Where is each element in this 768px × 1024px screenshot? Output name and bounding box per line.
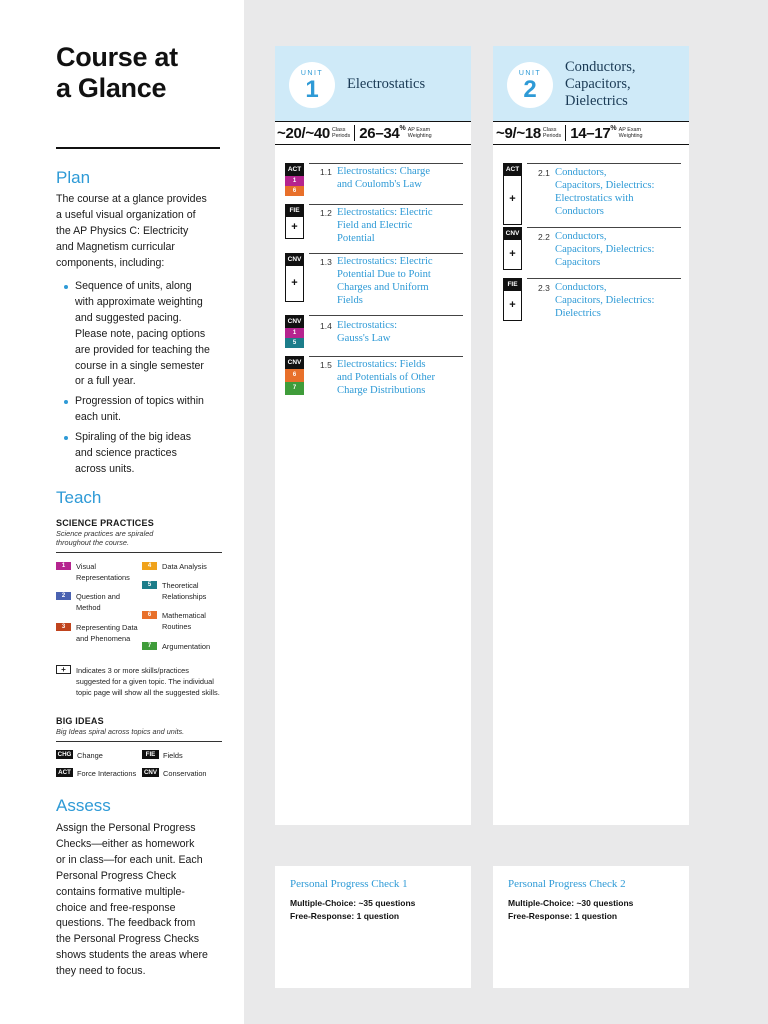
teach-heading: Teach xyxy=(56,488,102,507)
topic-row xyxy=(285,204,304,239)
legend-line: Method xyxy=(76,603,101,612)
divider xyxy=(56,552,222,553)
practice-tag: 6 xyxy=(285,186,304,196)
practice-legend-5 xyxy=(142,580,206,602)
big-idea-chip: FIE xyxy=(142,750,159,759)
big-idea-chip: CHG xyxy=(57,751,72,758)
big-idea-legend-chg xyxy=(56,750,103,761)
divider xyxy=(309,315,463,316)
big-idea-legend-cnv xyxy=(142,768,207,779)
legend-line: Mathematical xyxy=(162,611,206,620)
pacing-divider xyxy=(565,125,566,141)
unit-name-line: Capacitors, xyxy=(565,76,631,92)
sidebar xyxy=(0,0,244,1024)
topic-title[interactable] xyxy=(337,319,397,345)
practice-legend-2 xyxy=(56,591,120,613)
bullet-line: Sequence of units, along xyxy=(75,280,192,292)
big-ideas-note: Big Ideas spiral across topics and units. xyxy=(56,727,185,736)
divider xyxy=(527,227,681,228)
topic-title-line: Capacitors, Dielectrics: xyxy=(555,180,655,191)
unit-label: UNIT xyxy=(300,70,324,77)
ppc-title[interactable]: Personal Progress Check 2 xyxy=(508,878,626,890)
big-idea-tag: ACT xyxy=(285,163,304,176)
ppc-multiple-choice: Multiple-Choice: ~30 questions xyxy=(508,898,634,908)
big-ideas-heading: BIG IDEAS xyxy=(56,716,104,726)
plan-bullet xyxy=(62,430,224,478)
science-practices-heading: SCIENCE PRACTICES xyxy=(56,518,154,528)
big-idea-tag: CNV xyxy=(285,315,304,328)
practice-tag: 7 xyxy=(285,382,304,395)
topic-tags xyxy=(285,356,304,395)
practice-legend-7 xyxy=(142,641,210,652)
divider xyxy=(527,278,681,279)
big-idea-legend-fie xyxy=(142,750,183,761)
topic-number: 1.5 xyxy=(320,360,332,370)
personal-progress-check-2 xyxy=(493,866,689,988)
legend-line: Theoretical xyxy=(162,581,199,590)
plan-intro-line: a useful visual organization of xyxy=(56,208,196,221)
assess-line: contains formative multiple- xyxy=(56,885,185,898)
topic-title[interactable] xyxy=(555,166,654,218)
plan-intro-line: The course at a glance provides xyxy=(56,193,207,205)
unit-1-header xyxy=(275,46,471,121)
assess-line: the Personal Progress Checks xyxy=(56,933,200,946)
legend-line: Argumentation xyxy=(162,642,211,651)
topic-title-line: Electrostatics: Charge xyxy=(337,166,431,177)
unit-name-line: Conductors, xyxy=(565,59,636,75)
topic-row xyxy=(503,278,522,321)
legend-line: suggested for a given topic. The individual xyxy=(76,677,214,686)
big-idea-legend-act xyxy=(56,768,136,779)
legend-line: Representing Data xyxy=(76,623,138,632)
plus-icon: + xyxy=(503,240,522,270)
topic-title-line: Capacitors, Dielectrics: xyxy=(555,244,655,255)
plan-intro-line: components, including: xyxy=(56,256,165,269)
practice-chip: 4 xyxy=(142,562,157,570)
topic-title-line: Potential xyxy=(337,233,375,244)
label-line: Periods xyxy=(542,133,562,139)
topic-number: 1.4 xyxy=(320,321,332,331)
practice-chip: 2 xyxy=(56,592,71,600)
practice-chip: 7 xyxy=(142,642,157,650)
class-periods-label xyxy=(332,127,350,139)
topic-row xyxy=(285,315,304,348)
practice-legend-3 xyxy=(56,622,138,644)
topic-title-line: and Coulomb's Law xyxy=(337,179,422,190)
title-line: Course at xyxy=(56,42,178,72)
plan-intro-line: the AP Physics C: Electricity xyxy=(56,224,189,237)
practice-chip: 6 xyxy=(142,611,157,619)
ppc-title[interactable]: Personal Progress Check 1 xyxy=(290,878,408,890)
legend-line: topic page will show all the suggested skills. xyxy=(76,688,220,697)
legend-line: Representations xyxy=(76,573,130,582)
label-line: Weighting xyxy=(618,133,643,139)
bullet-line: are provided for teaching the xyxy=(75,343,210,356)
bullet-line: and suggested pacing. xyxy=(75,311,182,324)
big-idea-chip: CNV xyxy=(143,769,158,776)
unit-label: UNIT xyxy=(518,70,542,77)
unit-2-name xyxy=(565,59,635,110)
big-idea-tag: ACT xyxy=(503,163,522,176)
practice-chip: 1 xyxy=(56,562,71,570)
science-practices-note xyxy=(56,529,216,547)
practice-tag: 5 xyxy=(285,338,304,348)
plus-legend xyxy=(56,665,224,698)
assess-line: choice and free-response xyxy=(56,901,176,914)
divider xyxy=(309,163,463,164)
label-line: Weighting xyxy=(407,133,432,139)
topic-number: 2.3 xyxy=(538,283,550,293)
exam-weighting-label xyxy=(408,127,432,139)
topic-title-line: Capacitors, Dielectrics: xyxy=(555,295,655,306)
topic-number: 2.1 xyxy=(538,168,550,178)
topic-title[interactable] xyxy=(337,206,433,245)
topic-title[interactable] xyxy=(555,230,654,269)
personal-progress-check-1 xyxy=(275,866,471,988)
topic-row xyxy=(285,356,304,395)
topic-title-line: Electrostatics: Fields xyxy=(337,359,426,370)
big-idea-tag: FIE xyxy=(503,278,522,291)
unit-2-badge xyxy=(507,62,553,108)
legend-line: Question and xyxy=(76,592,120,601)
exam-weighting-value: 14–17 xyxy=(570,124,611,142)
topic-title[interactable] xyxy=(337,358,435,397)
topic-tags xyxy=(503,278,522,321)
unit-name-line: Dielectrics xyxy=(565,93,628,109)
plus-icon: + xyxy=(285,266,304,302)
topic-title-line: Electrostatics with xyxy=(555,193,634,204)
plan-intro-line: and Magnetism curricular xyxy=(56,240,175,253)
topic-number: 1.2 xyxy=(320,208,332,218)
topic-title[interactable] xyxy=(555,281,654,320)
legend-line: and Phenomena xyxy=(76,634,131,643)
plus-icon: + xyxy=(503,291,522,321)
plus-icon: + xyxy=(285,217,304,239)
plan-heading: Plan xyxy=(56,168,91,187)
big-idea-tag: CNV xyxy=(285,356,304,369)
assess-line: shows students the areas where xyxy=(56,949,208,962)
practice-tag: 6 xyxy=(285,369,304,382)
unit-name-line: Electrostatics xyxy=(347,76,426,92)
plan-bullet xyxy=(62,394,224,426)
topic-tags xyxy=(503,163,522,225)
legend-line: Data Analysis xyxy=(162,562,207,571)
practice-chip: 3 xyxy=(56,623,71,631)
divider xyxy=(309,253,463,254)
big-idea-tag: CNV xyxy=(503,227,522,240)
note-line: throughout the course. xyxy=(56,538,130,547)
legend-line: Force Interactions xyxy=(77,769,137,778)
topic-title-line: and Potentials of Other xyxy=(337,372,435,383)
plan-intro xyxy=(56,192,224,272)
topic-title-line: Dielectrics xyxy=(555,308,601,319)
topic-title-line: Conductors, xyxy=(555,231,607,242)
exam-weighting-value: 26–34 xyxy=(359,124,400,142)
assess-heading: Assess xyxy=(56,796,111,815)
unit-number: 1 xyxy=(305,76,319,103)
unit-1-pacing xyxy=(275,121,471,145)
note-line: Science practices are spiraled xyxy=(56,529,154,538)
divider xyxy=(309,204,463,205)
divider xyxy=(56,741,222,742)
topic-number: 1.3 xyxy=(320,257,332,267)
divider xyxy=(309,356,463,357)
assess-line: or in class—for each unit. Each xyxy=(56,853,203,866)
topic-title-line: Fields xyxy=(337,295,363,306)
topic-title-line: Electrostatics: xyxy=(337,320,398,331)
assess-line: Assign the Personal Progress xyxy=(56,822,196,834)
pacing-divider xyxy=(354,125,355,141)
topic-row xyxy=(503,227,522,270)
assess-line: Personal Progress Check xyxy=(56,869,177,882)
big-idea-tag: FIE xyxy=(285,204,304,217)
ppc-free-response: Free-Response: 1 question xyxy=(290,911,400,921)
topic-title-line: Electrostatics: Electric xyxy=(337,207,433,218)
topic-title[interactable] xyxy=(337,255,433,307)
practice-tag: 1 xyxy=(285,176,304,186)
topic-title-line: Conductors, xyxy=(555,282,607,293)
bullet-line: course in a single semester xyxy=(75,359,204,372)
practice-legend-6 xyxy=(142,610,206,632)
unit-2-panel xyxy=(493,46,689,825)
unit-1-name xyxy=(347,76,425,93)
legend-line: Visual xyxy=(76,562,96,571)
plan-bullet-list xyxy=(62,279,224,482)
topic-title-line: Charge Distributions xyxy=(337,385,426,396)
legend-line: Relationships xyxy=(162,592,207,601)
plan-bullet xyxy=(62,279,224,390)
unit-2-header xyxy=(493,46,689,121)
big-idea-chip: ACT xyxy=(56,768,73,777)
label-line: AP Exam xyxy=(618,127,642,133)
legend-line: Conservation xyxy=(163,769,207,778)
assess-text xyxy=(56,821,224,980)
practice-legend-1 xyxy=(56,561,130,583)
topic-title[interactable] xyxy=(337,165,430,191)
topic-number: 1.1 xyxy=(320,167,332,177)
bullet-line: Progression of topics within xyxy=(75,395,204,408)
practice-chip: 5 xyxy=(142,581,157,589)
exam-weighting-label xyxy=(619,127,643,139)
legend-line: Fields xyxy=(163,751,183,760)
label-line: Class xyxy=(542,127,557,133)
unit-2-pacing xyxy=(493,121,689,145)
topic-tags xyxy=(503,227,522,270)
topic-row xyxy=(285,163,304,196)
practice-legend-4 xyxy=(142,561,207,572)
label-line: Periods xyxy=(331,133,351,139)
title-line: a Glance xyxy=(56,73,167,103)
legend-line: Indicates 3 or more skills/practices xyxy=(76,666,189,675)
topic-title-line: Gauss's Law xyxy=(337,333,391,344)
topic-tags xyxy=(285,253,304,302)
bullet-line: Please note, pacing options xyxy=(75,327,206,340)
percent-sign: % xyxy=(610,125,617,132)
divider xyxy=(527,163,681,164)
topic-row xyxy=(285,253,304,302)
big-idea-tag: CNV xyxy=(285,253,304,266)
legend-line: Change xyxy=(77,751,103,760)
topic-title-line: Potential Due to Point xyxy=(337,269,431,280)
bullet-line: Spiraling of the big ideas xyxy=(75,431,192,444)
topic-title-line: Conductors xyxy=(555,206,604,217)
title-divider xyxy=(56,147,220,149)
unit-1-panel xyxy=(275,46,471,825)
page-title xyxy=(56,42,236,104)
topic-title-line: Conductors, xyxy=(555,167,607,178)
bullet-line: or a full year. xyxy=(75,375,136,388)
assess-line: they need to focus. xyxy=(56,965,146,978)
topic-row xyxy=(503,163,522,225)
topic-tags xyxy=(285,204,304,239)
bullet-line: across units. xyxy=(75,462,135,475)
percent-sign: % xyxy=(399,125,406,132)
topic-title-line: Capacitors xyxy=(555,257,601,268)
class-periods-label xyxy=(543,127,561,139)
class-periods-value: ~9/~18 xyxy=(496,124,541,142)
practice-tag: 1 xyxy=(285,328,304,338)
topic-title-line: Charges and Uniform xyxy=(337,282,429,293)
topic-tags xyxy=(285,315,304,348)
plus-icon: + xyxy=(503,176,522,225)
bullet-line: with approximate weighting xyxy=(75,295,203,308)
bullet-line: each unit. xyxy=(75,411,121,424)
class-periods-value: ~20/~40 xyxy=(277,124,330,142)
label-line: AP Exam xyxy=(407,127,431,133)
assess-line: Checks—either as homework xyxy=(56,837,195,850)
topic-number: 2.2 xyxy=(538,232,550,242)
unit-1-badge xyxy=(289,62,335,108)
topic-title-line: Field and Electric xyxy=(337,220,413,231)
unit-number: 2 xyxy=(523,76,537,103)
assess-line: questions. The feedback from xyxy=(56,917,196,930)
legend-line: Routines xyxy=(162,622,192,631)
ppc-free-response: Free-Response: 1 question xyxy=(508,911,618,921)
topic-tags xyxy=(285,163,304,196)
topic-title-line: Electrostatics: Electric xyxy=(337,256,433,267)
plus-icon: + xyxy=(56,665,71,674)
label-line: Class xyxy=(331,127,346,133)
ppc-multiple-choice: Multiple-Choice: ~35 questions xyxy=(290,898,416,908)
bullet-line: and science practices xyxy=(75,447,177,460)
